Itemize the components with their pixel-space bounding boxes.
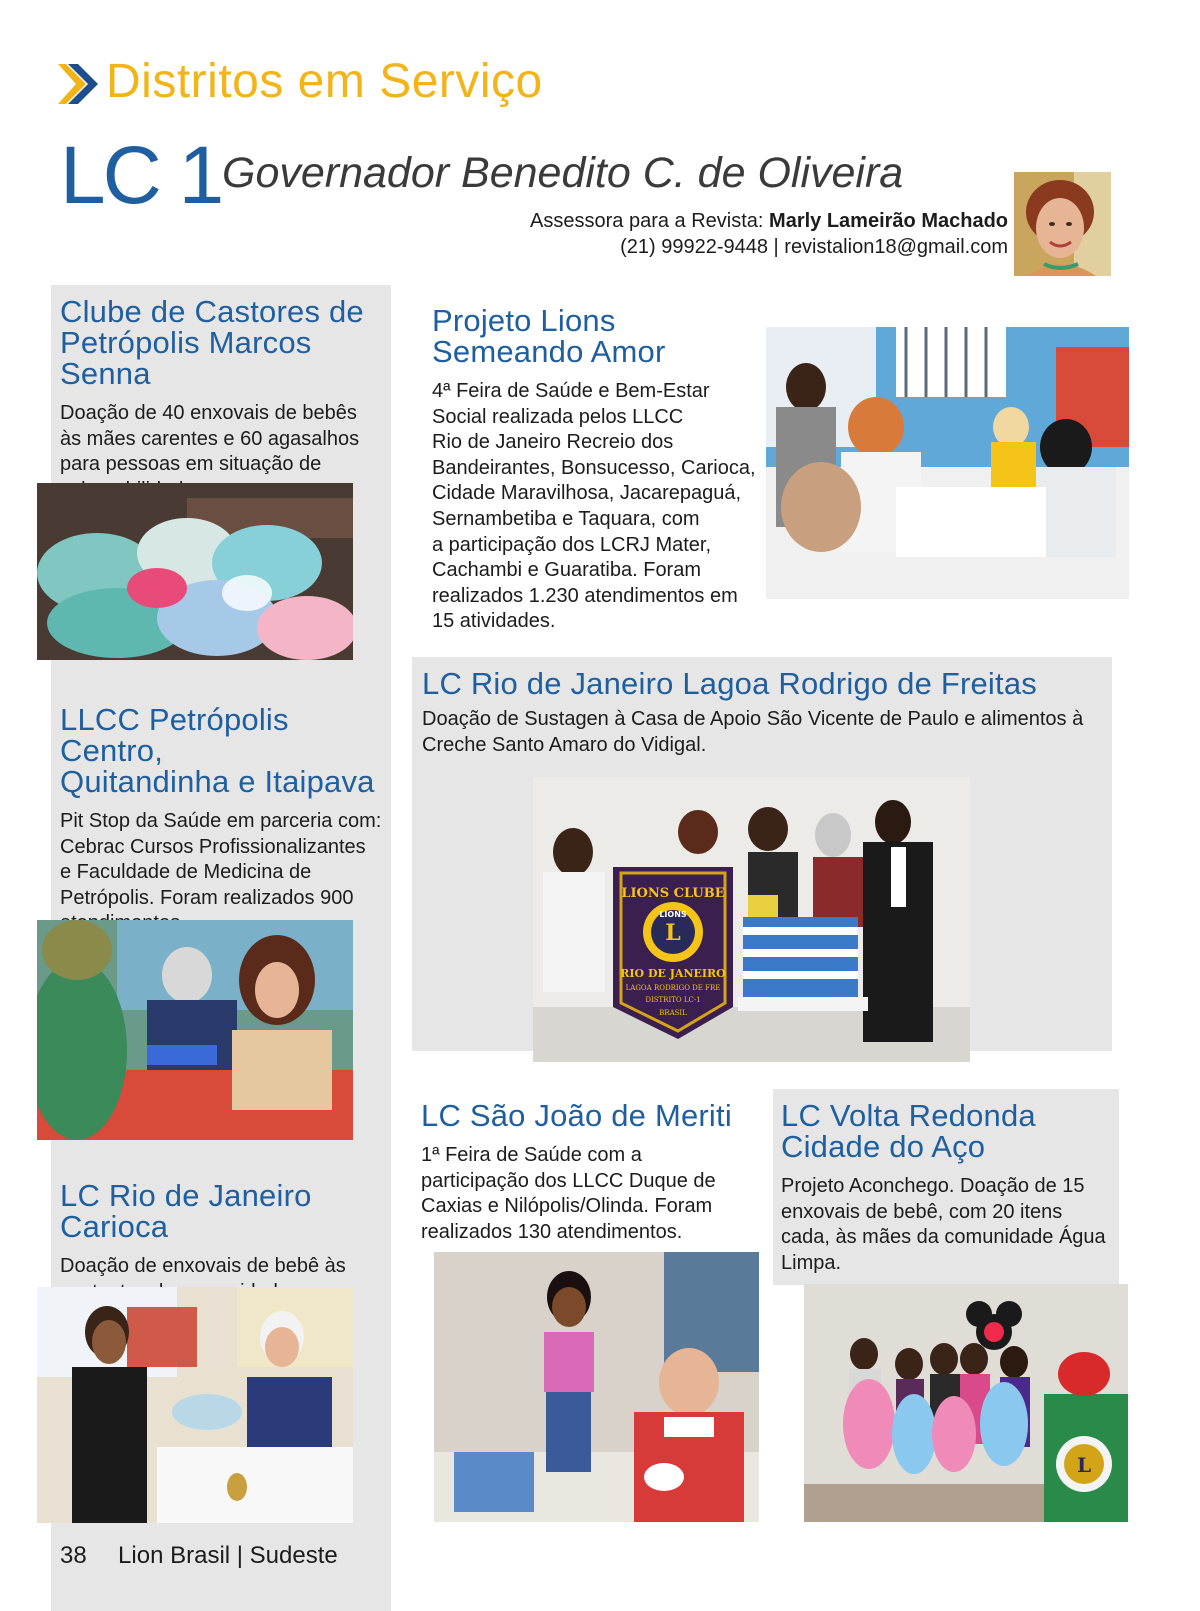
article-title: LC Rio de Janeiro Lagoa Rodrigo de Freitas <box>422 666 1037 701</box>
article-title: LC Rio de Janeiro Carioca <box>60 1178 312 1244</box>
article-lagoa <box>422 668 1112 758</box>
lagoa-banner-photo <box>533 777 970 1062</box>
banner-line3: LAGOA RODRIGO DE FRE <box>625 984 721 992</box>
article-body: Doação de enxovais de bebê às <box>60 1255 346 1277</box>
volta-redonda-photo <box>804 1284 1128 1522</box>
article-title: Projeto Lions Semeando Amor <box>432 303 666 369</box>
magazine-name: Lion Brasil | Sudeste <box>118 1542 338 1569</box>
article-petropolis-centro <box>60 704 400 937</box>
page-footer <box>60 1544 338 1568</box>
banner-line5: BRASIL <box>659 1009 687 1017</box>
pit-stop-health-photo <box>37 920 353 1140</box>
article-body: Projeto Aconchego. Doação de 15 enxovais de bebê, com 20 itens cada, às mães da comunidade Água Limpa. <box>781 1175 1106 1274</box>
governor-name: Governador Benedito C. de Oliveira <box>222 149 904 197</box>
article-projeto-lions <box>432 305 762 635</box>
meriti-health-fair-photo <box>434 1252 759 1522</box>
assessora-block <box>480 208 1008 260</box>
banner-emblem: LIONS <box>659 910 687 919</box>
article-body: Doação de 40 enxovais de bebês às mães carentes e 60 agasalhos para pessoas em situação de <box>60 402 360 476</box>
assessora-label: Assessora para a Revista: <box>530 210 764 232</box>
article-body: Pit Stop da Saúde em parceria com: Cebrac Cursos Profissionalizantes e Faculdade de Medicina de Petrópolis. Foram realizados 900 <box>60 810 382 909</box>
carioca-donation-photo <box>37 1287 353 1523</box>
article-body: 1ª Feira de Saúde com a participação dos LLCC Duque de Caxias e Nilópolis/Olinda. Foram realizados 130 atendimentos. <box>421 1144 716 1243</box>
article-sao-joao <box>421 1100 771 1245</box>
health-fair-photo <box>766 327 1129 599</box>
article-volta-redonda <box>781 1100 1126 1276</box>
contact-info: (21) 99922-9448 | revistalion18@gmail.com <box>620 236 1008 258</box>
svg-text:L: L <box>1076 1453 1092 1477</box>
article-title: LC São João de Meriti <box>421 1098 732 1133</box>
assessora-name: Marly Lameirão Machado <box>769 210 1008 232</box>
article-castores <box>60 296 390 503</box>
article-title: LLCC Petrópolis Centro, Quitandinha e Itaipava <box>60 702 375 799</box>
assessora-portrait-photo <box>1014 172 1111 276</box>
page-number: 38 <box>60 1542 87 1569</box>
svg-text:L: L <box>665 920 681 946</box>
baby-clothes-photo <box>37 483 353 660</box>
article-title: LC Volta Redonda Cidade do Aço <box>781 1098 1036 1164</box>
article-title: Clube de Castores de Petrópolis Marcos Senna <box>60 294 364 391</box>
section-chevron-icon <box>56 62 100 106</box>
article-body: 4ª Feira de Saúde e Bem-Estar Social realizada pelos LLCC Rio de Janeiro Recreio dos Bandeirantes, Bonsucesso, Carioca, Cidade Maravilhosa, Jacarepaguá, Sernambetiba e Taquara, com a participação dos LCRJ Mater, Cachambi e Guaratiba. Foram realizados 1.230 atendimentos em 15 atividades. <box>432 380 756 633</box>
banner-line2: RIO DE JANEIRO <box>620 967 726 980</box>
section-title: Distritos em Serviço <box>106 55 543 108</box>
banner-line1: LIONS CLUBE <box>621 886 725 901</box>
article-body: Doação de Sustagen à Casa de Apoio São Vicente de Paulo e alimentos à Creche Santo Amaro do Vidigal. <box>422 708 1084 756</box>
district-title: LC 1 <box>60 130 222 221</box>
banner-line4: DISTRITO LC-1 <box>645 996 701 1004</box>
